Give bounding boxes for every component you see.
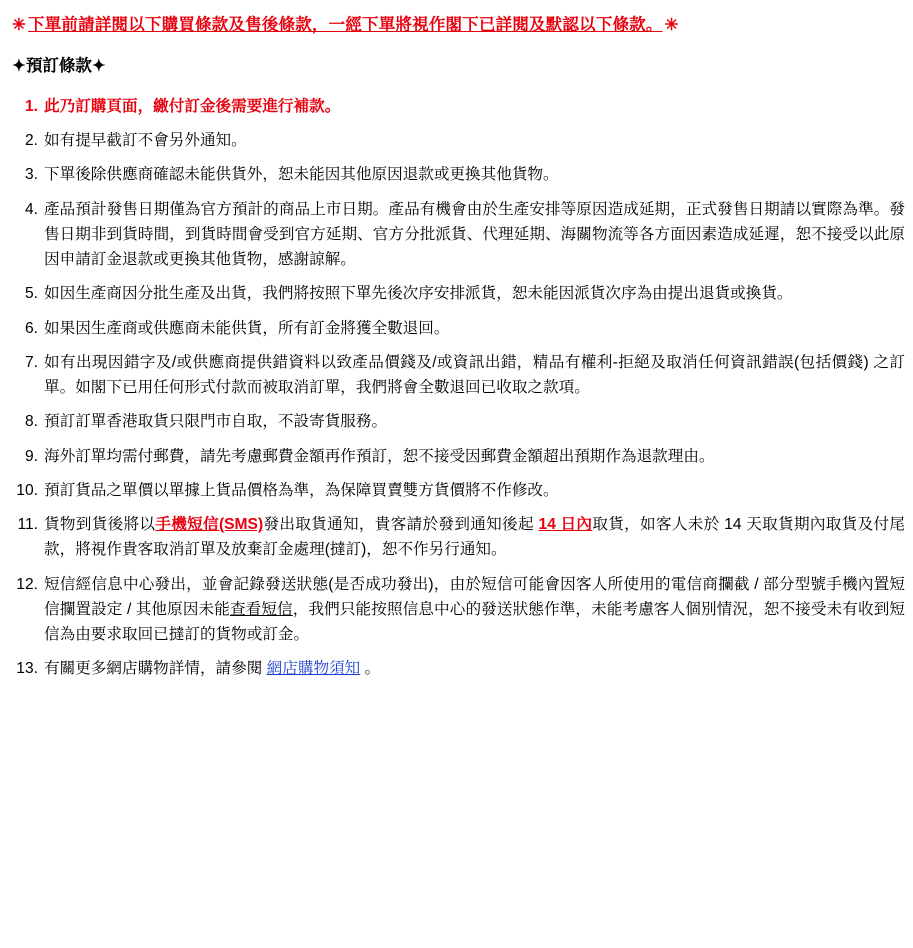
term-item-10 — [8, 478, 905, 503]
term-text-10: 預訂貨品之單價以單據上貨品價格為準，為保障買賣雙方貨價將不作修改。 — [44, 481, 559, 499]
shop-guide-link[interactable]: 網店購物須知 — [266, 660, 361, 678]
term-text-12-part2: ，我們只能按照信息中心的發送狀態作準，未能考慮客人個別情況，恕不接受未有收到短信為由要求取回已撻訂的貨物或訂金。 — [44, 600, 905, 644]
term-text-12-part1: 短信經信息中心發出，並會記錄發送狀態(是否成功發出)，由於短信可能會因客人所使用的電信商攔截 / 部分型號手機內置短信攔置設定 / 其他原因未能 — [44, 575, 905, 618]
term-11-highlight-sms: 手機短信(SMS) — [155, 516, 264, 534]
term-item-9 — [8, 444, 905, 469]
term-item-6 — [8, 316, 905, 341]
term-text-2: 如有提早截訂不會另外通知。 — [44, 132, 247, 150]
term-item-3 — [8, 162, 905, 187]
term-text-11-part3: 取貨，如客人未於 14 天取貨期內取貨及付尾款，將視作貴客取消訂單及放棄訂金處理(撻訂)，恕不作另行通知。 — [44, 516, 905, 559]
term-11-highlight-days: 14 日內 — [538, 516, 593, 534]
term-text-8: 預訂訂單香港取貨只限門市自取，不設寄貨服務。 — [44, 413, 388, 431]
top-notice — [10, 14, 905, 38]
terms-list — [8, 94, 905, 682]
term-text-6: 如果因生產商或供應商未能供貨，所有訂金將獲全數退回。 — [44, 319, 450, 337]
term-item-4 — [8, 197, 905, 273]
term-text-11-part2: 發出取貨通知，貴客請於發到通知後起 — [263, 516, 534, 534]
term-12-underline-check-sms: 查看短信 — [229, 600, 293, 618]
term-item-12 — [8, 572, 905, 648]
section-title: ✦預訂條款✦ — [12, 56, 106, 75]
term-text-5: 如因生產商因分批生產及出貨，我們將按照下單先後次序安排派貨，恕未能因派貨次序為由提出退貨或換貨。 — [44, 285, 793, 303]
term-text-7: 如有出現因錯字及/或供應商提供錯資料以致產品價錢及/或資訊出錯，精品有權利-拒絕及取消任何資訊錯誤(包括價錢) 之訂單。如閣下已用任何形式付款而被取消訂單，我們將會全數退回已收取之款項。 — [44, 353, 905, 397]
term-item-2 — [8, 128, 905, 153]
term-item-7 — [8, 350, 905, 401]
term-item-8 — [8, 409, 905, 434]
term-text-13-part2: 。 — [364, 660, 381, 678]
term-text-13-part1: 有關更多網店購物詳情，請參閱 — [44, 660, 263, 678]
term-text-4: 產品預計發售日期僅為官方預計的商品上市日期。產品有機會由於生產安排等原因造成延期，正式發售日期請以實際為準。發售日期非到貨時間，到貨時間會受到官方延期、官方分批派貨、代理延期、海關物流等各方面因素造成延遲，恕不接受以此原因申請訂金退款或更換其他貨物，感謝諒解。 — [44, 200, 905, 269]
term-item-1 — [8, 94, 905, 119]
term-text-9: 海外訂單均需付郵費，請先考慮郵費金額再作預訂，恕不接受因郵費金額超出預期作為退款理由。 — [44, 447, 715, 465]
top-notice-text: 下單前請詳閱以下購買條款及售後條款，一經下單將視作閣下已詳閱及默認以下條款。 — [28, 16, 663, 34]
term-item-11 — [8, 512, 905, 563]
term-text-11-part1: 貨物到貨後將以 — [44, 516, 156, 534]
term-text-3: 下單後除供應商確認未能供貨外，恕未能因其他原因退款或更換其他貨物。 — [44, 166, 559, 184]
term-item-13 — [8, 656, 905, 681]
term-item-5 — [8, 281, 905, 306]
asterisk-icon-right: ✳ — [664, 16, 679, 34]
asterisk-icon-left: ✳ — [12, 16, 27, 34]
term-text-1: 此乃訂購頁面，繳付訂金後需要進行補款。 — [44, 97, 341, 115]
